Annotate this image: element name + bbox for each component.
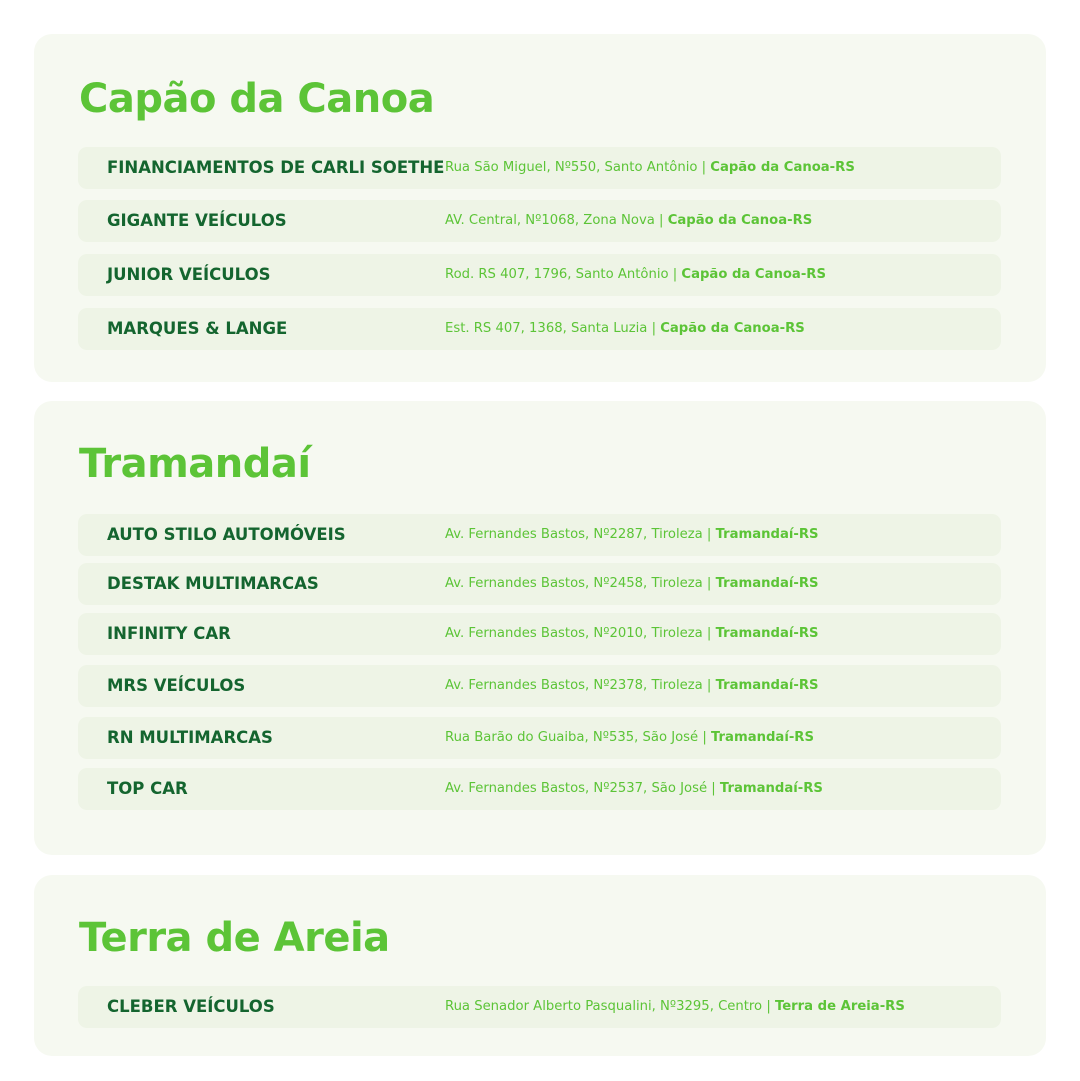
address-separator: | [707, 781, 720, 796]
dealer-address [445, 200, 812, 242]
section-terra-de-areia [34, 875, 1046, 1056]
dealer-address [445, 768, 823, 810]
dealer-name: INFINITY CAR [107, 624, 231, 643]
dealer-row [78, 254, 1001, 296]
dealer-name: MARQUES & LANGE [107, 319, 288, 338]
address-city: Tramandaí-RS [719, 781, 823, 796]
dealer-name: GIGANTE VEÍCULOS [107, 211, 287, 230]
address-separator: | [702, 576, 716, 591]
address-separator: | [702, 626, 716, 641]
address-separator: | [762, 999, 775, 1014]
dealer-row [78, 717, 1001, 759]
address-street: Av. Fernandes Bastos, Nº2537, São José [445, 781, 708, 796]
dealer-row [78, 986, 1001, 1028]
address-street: Rod. RS 407, 1796, Santo Antônio [445, 267, 669, 282]
address-street: Rua Senador Alberto Pasqualini, Nº3295, Centro [445, 999, 763, 1014]
address-city: Capão da Canoa-RS [681, 267, 826, 282]
dealer-name: FINANCIAMENTOS DE CARLI SOETHE [107, 158, 445, 177]
dealer-name: DESTAK MULTIMARCAS [107, 574, 319, 593]
dealer-row [78, 308, 1001, 350]
dealer-name: TOP CAR [107, 779, 188, 798]
dealer-row [78, 613, 1001, 655]
address-separator: | [698, 730, 711, 745]
dealer-address [445, 563, 819, 605]
dealer-row [78, 514, 1001, 556]
dealer-name: RN MULTIMARCAS [107, 728, 273, 747]
dealer-row [78, 563, 1001, 605]
address-city: Tramandaí-RS [715, 527, 819, 542]
address-separator: | [668, 267, 682, 282]
section-title: Tramandaí [79, 441, 311, 487]
address-separator: | [702, 527, 716, 542]
address-city: Tramandaí-RS [715, 576, 819, 591]
dealer-address [445, 665, 819, 707]
section-title: Terra de Areia [79, 915, 390, 961]
address-street: Av. Fernandes Bastos, Nº2287, Tiroleza [445, 527, 703, 542]
address-separator: | [647, 321, 661, 336]
address-separator: | [697, 160, 711, 175]
address-street: Est. RS 407, 1368, Santa Luzia [445, 321, 648, 336]
dealer-row [78, 200, 1001, 242]
dealer-name: AUTO STILO AUTOMÓVEIS [107, 525, 346, 544]
dealer-address [445, 308, 805, 350]
dealer-row [78, 147, 1001, 189]
dealer-address [445, 254, 826, 296]
address-city: Terra de Areia-RS [774, 999, 905, 1014]
address-city: Tramandaí-RS [715, 626, 819, 641]
section-title: Capão da Canoa [79, 76, 435, 122]
address-street: Av. Fernandes Bastos, Nº2378, Tiroleza [445, 678, 703, 693]
dealer-name: CLEBER VEÍCULOS [107, 997, 275, 1016]
dealer-name: JUNIOR VEÍCULOS [107, 265, 271, 284]
address-city: Tramandaí-RS [711, 730, 814, 745]
address-street: Rua Barão do Guaiba, Nº535, São José [445, 730, 699, 745]
address-street: Av. Fernandes Bastos, Nº2010, Tiroleza [445, 626, 703, 641]
address-street: AV. Central, Nº1068, Zona Nova [445, 213, 655, 228]
dealer-address [445, 986, 905, 1028]
dealer-row [78, 665, 1001, 707]
address-city: Capão da Canoa-RS [710, 160, 855, 175]
address-city: Capão da Canoa-RS [667, 213, 813, 228]
dealer-address [445, 514, 819, 556]
dealer-row [78, 768, 1001, 810]
dealer-address [445, 613, 819, 655]
address-city: Tramandaí-RS [715, 678, 819, 693]
dealer-address [445, 147, 855, 189]
address-separator: | [702, 678, 716, 693]
section-capao-da-canoa [34, 34, 1046, 382]
address-separator: | [654, 213, 668, 228]
dealer-name: MRS VEÍCULOS [107, 676, 246, 695]
section-tramandai [34, 401, 1046, 855]
address-street: Rua São Miguel, Nº550, Santo Antônio [445, 160, 698, 175]
dealer-address [445, 717, 814, 759]
address-street: Av. Fernandes Bastos, Nº2458, Tiroleza [445, 576, 703, 591]
address-city: Capão da Canoa-RS [660, 321, 805, 336]
